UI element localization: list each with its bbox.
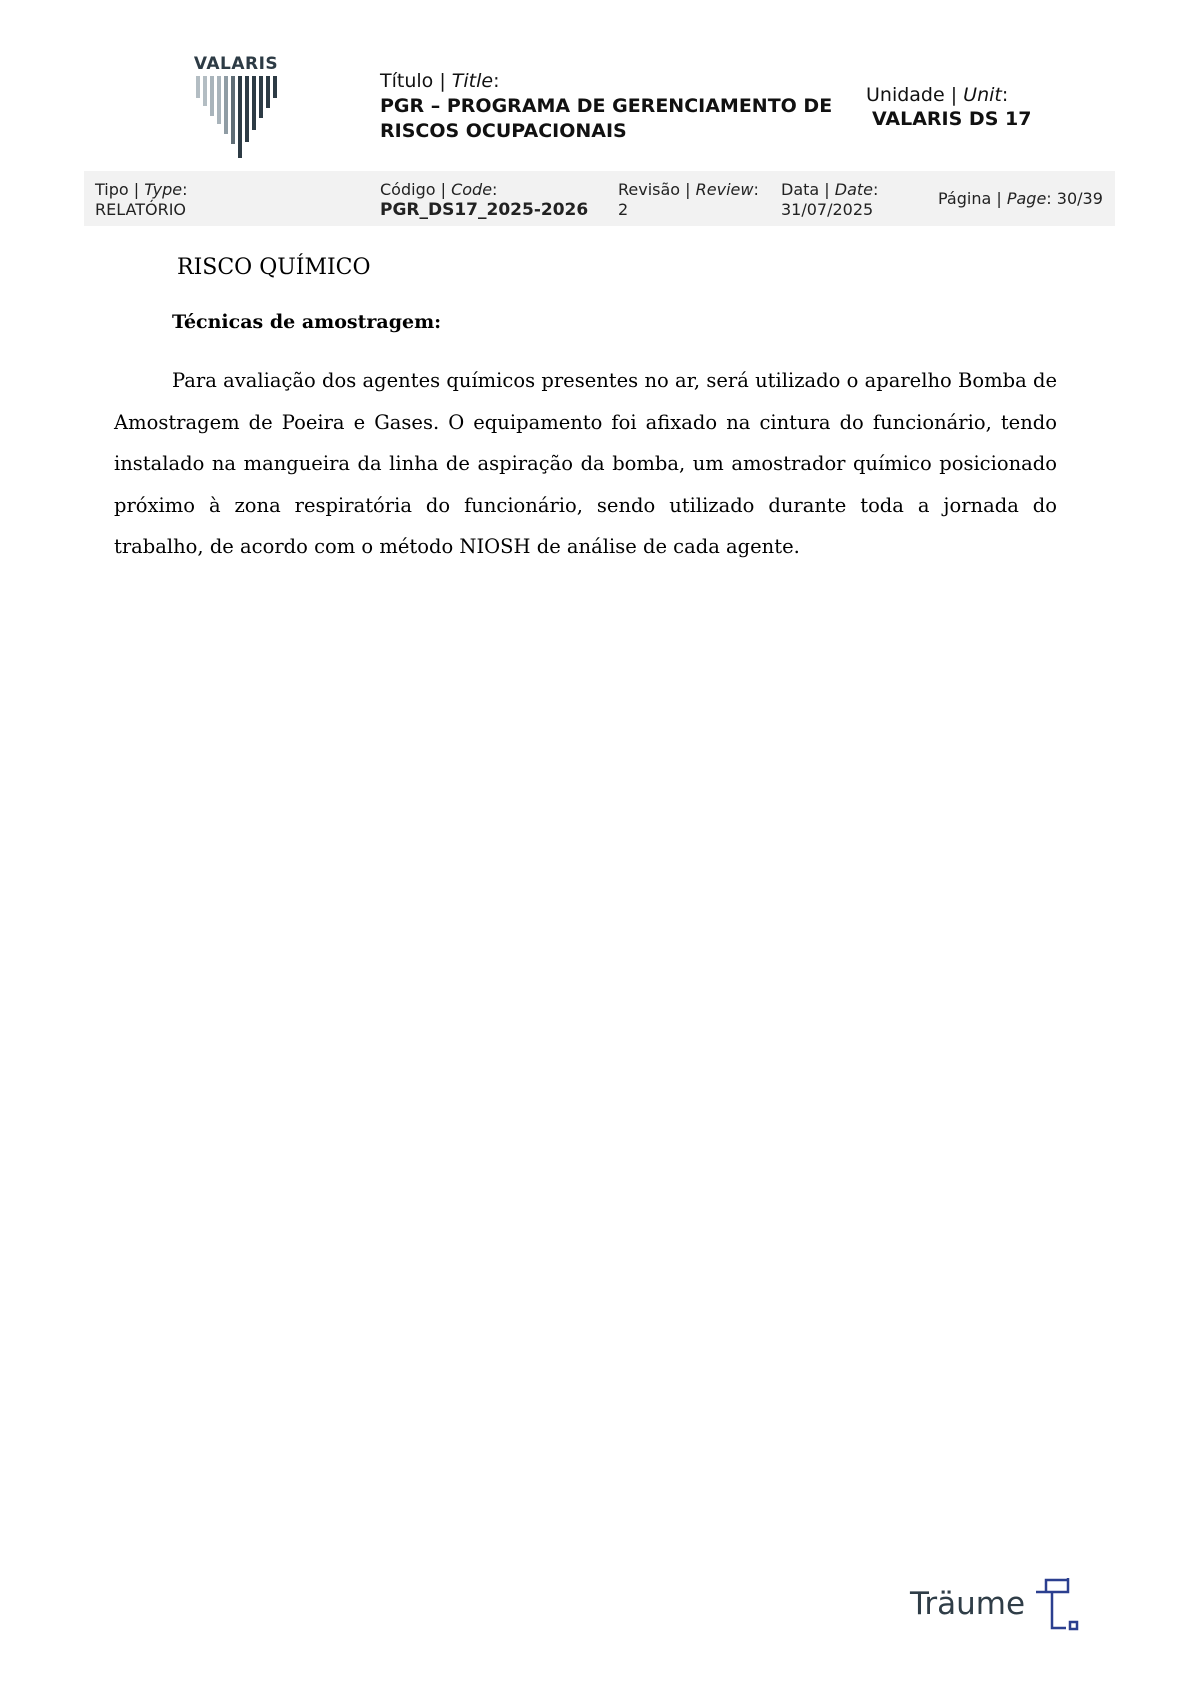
section-heading: RISCO QUÍMICO bbox=[177, 255, 371, 280]
page-number: 30/39 bbox=[1056, 189, 1103, 208]
type-field: Tipo | Type: RELATÓRIO bbox=[95, 180, 188, 219]
valaris-logo-text: VALARIS bbox=[193, 54, 279, 74]
type-value: RELATÓRIO bbox=[95, 200, 187, 219]
page-field: Página | Page: 30/39 bbox=[938, 189, 1103, 208]
code-field: Código | Code: PGR_DS17_2025-2026 bbox=[380, 180, 589, 220]
valaris-logo-mark bbox=[190, 76, 282, 158]
traume-logo-mark bbox=[1032, 1578, 1080, 1634]
revision-field: Revisão | Review: 2 bbox=[618, 180, 759, 219]
revision-value: 2 bbox=[618, 200, 629, 219]
traume-logo bbox=[910, 1578, 1080, 1634]
unit-block bbox=[866, 84, 1116, 130]
subheading: Técnicas de amostragem: bbox=[172, 311, 442, 333]
document-info-bar bbox=[84, 171, 1115, 226]
document-title: PGR – PROGRAMA DE GERENCIAMENTO DE RISCOS OCUPACIONAIS bbox=[380, 95, 833, 142]
unit-value: VALARIS DS 17 bbox=[872, 108, 1032, 130]
body-paragraph: Para avaliação dos agentes químicos presentes no ar, será utilizado o aparelho Bomba de Amostragem de Poeira e Gases. O equipamento foi afixado na cintura do funcionário, tendo instalado na mangueira da linha de aspiração da bomba, um amostrador químico posicionado próximo à zona respiratória do funcionário, sendo utilizado durante toda a jornada do trabalho, de acordo com o método NIOSH de análise de cada agente. bbox=[114, 369, 1057, 558]
document-title-block bbox=[380, 70, 840, 144]
date-field: Data | Date: 31/07/2025 bbox=[781, 180, 879, 219]
valaris-logo bbox=[190, 54, 300, 158]
title-label: Título | Title: bbox=[380, 70, 500, 92]
traume-logo-text: Träume bbox=[910, 1586, 1026, 1622]
code-value: PGR_DS17_2025-2026 bbox=[380, 200, 589, 220]
date-value: 31/07/2025 bbox=[781, 200, 874, 219]
unit-label: Unidade | Unit: bbox=[866, 84, 1009, 106]
